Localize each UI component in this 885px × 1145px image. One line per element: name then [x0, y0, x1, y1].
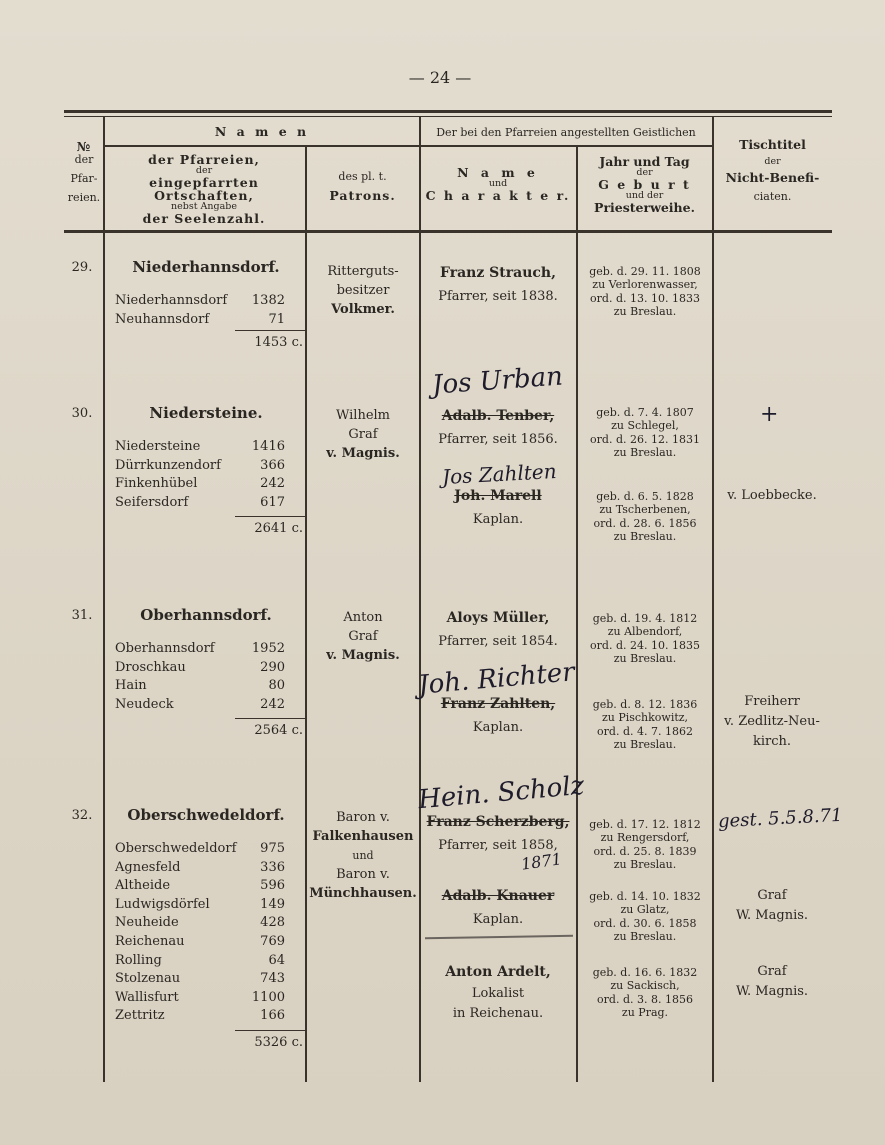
entry-number: 29.: [71, 260, 93, 275]
clergy-entry: Franz Scherzberg, Pfarrer, seit 1858,: [426, 814, 570, 853]
handwritten-annotation: Jos Zahlten: [441, 459, 558, 489]
clergy-entry: Joh. Marell Kaplan.: [454, 488, 542, 527]
header-namen: N a m e n: [214, 124, 310, 139]
list-item: Rolling 64: [115, 952, 285, 968]
birth-ordination: geb. d. 17. 12. 1812 zu Rengersdorf, ord. d. 25. 8. 1839 zu Breslau.: [589, 818, 701, 872]
list-item: Hain 80: [115, 678, 285, 694]
places-list: [115, 640, 305, 714]
entry-number: 32.: [71, 808, 93, 823]
clergy-entry: Adalb. Knauer Kaplan.: [441, 888, 555, 927]
header-jahr-tag: Jahr und Tag der G e b u r t und der Priesterweihe.: [594, 154, 695, 215]
clergy-entry: Franz Zahlten, Kaplan.: [440, 696, 556, 735]
birth-ordination: geb. d. 29. 11. 1808 zu Verlorenwasser, ord. d. 13. 10. 1833 zu Breslau.: [589, 265, 701, 319]
places-list: [115, 292, 305, 329]
list-item: Finkenhübel 242: [115, 476, 285, 492]
header-geistliche: Der bei den Pfarreien angestellten Geistlichen: [436, 126, 696, 139]
header-number: № der Pfar- reien.: [67, 139, 101, 204]
list-item: Neuhannsdorf 71: [115, 311, 285, 327]
list-item: Reichenau 769: [115, 933, 285, 949]
list-item: Droschkau 290: [115, 659, 285, 675]
list-item: Wallisfurt 1100: [115, 989, 285, 1005]
list-item: Neudeck 242: [115, 696, 285, 712]
margin-mark: +: [760, 402, 779, 427]
col-divider-1: [103, 116, 105, 1082]
list-item: Seifersdorf 617: [115, 494, 285, 510]
page-number: — 24 —: [408, 68, 472, 87]
list-item: Neuheide 428: [115, 915, 285, 931]
places-list: [115, 840, 305, 1026]
parish-title: Oberschwedeldorf.: [127, 806, 285, 824]
header-pfarreien: der Pfarreien, der eingepfarrten Ortschaften, nebst Angabe der Seelenzahl.: [142, 152, 266, 226]
patron: Anton Graf v. Magnis.: [326, 610, 400, 663]
list-item: Ludwigsdörfel 149: [115, 896, 285, 912]
top-rule-thin: [64, 116, 832, 117]
clergy-entry: Anton Ardelt, Lokalist in Reichenau.: [445, 964, 551, 1021]
geistliche-underline: [419, 145, 713, 147]
handwritten-annotation: Joh. Richter: [416, 657, 576, 701]
list-item: Niedersteine 1416: [115, 439, 285, 454]
soul-total: 5326 c.: [235, 1030, 305, 1050]
birth-ordination: geb. d. 16. 6. 1832 zu Sackisch, ord. d. 3. 8. 1856 zu Prag.: [592, 966, 698, 1020]
namen-underline: [104, 145, 420, 147]
list-item: Stolzenau 743: [115, 971, 285, 987]
birth-ordination: geb. d. 19. 4. 1812 zu Albendorf, ord. d. 24. 10. 1835 zu Breslau.: [590, 612, 700, 666]
birth-ordination: geb. d. 8. 12. 1836 zu Pischkowitz, ord. d. 4. 7. 1862 zu Breslau.: [592, 698, 698, 752]
top-rule-thick: [64, 110, 832, 113]
birth-ordination: geb. d. 6. 5. 1828 zu Tscherbenen, ord. d. 28. 6. 1856 zu Breslau.: [593, 490, 697, 544]
patron: Ritterguts- besitzer Volkmer.: [327, 264, 399, 317]
tischtitel: Graf W. Magnis.: [735, 888, 809, 923]
handwritten-annotation: Hein. Scholz: [417, 770, 586, 816]
soul-total: 2564 c.: [235, 718, 305, 738]
handwritten-annotation: Jos Urban: [431, 361, 564, 401]
list-item: Altheide 596: [115, 878, 285, 894]
tischtitel: v. Loebbecke.: [727, 488, 817, 503]
list-item: Oberhannsdorf 1952: [115, 641, 285, 656]
parish-title: Niederhannsdorf.: [132, 258, 280, 276]
birth-ordination: geb. d. 7. 4. 1807 zu Schlegel, ord. d. 26. 12. 1831 zu Breslau.: [590, 406, 700, 460]
places-list: [115, 438, 305, 512]
list-item: Agnesfeld 336: [115, 859, 285, 875]
patron: Baron v. Falkenhausen und Baron v. Münchhausen.: [309, 810, 417, 901]
birth-ordination: geb. d. 14. 10. 1832 zu Glatz, ord. d. 30. 6. 1858 zu Breslau.: [589, 890, 701, 944]
list-item: Niederhannsdorf 1382: [115, 293, 285, 308]
list-item: Dürrkunzendorf 366: [115, 457, 285, 473]
header-tischtitel: Tischtitel der Nicht-Benefi- ciaten.: [725, 137, 820, 203]
list-item: Oberschwedeldorf 975: [115, 841, 285, 856]
clergy-entry: Adalb. Tenber, Pfarrer, seit 1856.: [438, 408, 558, 447]
entry-number: 31.: [71, 608, 93, 623]
soul-total: 2641 c.: [235, 516, 305, 536]
clergy-entry: Franz Strauch, Pfarrer, seit 1838.: [438, 265, 558, 304]
header-name-charakter: N a m e und C h a r a k t e r.: [425, 165, 571, 203]
col-divider-3: [419, 116, 421, 1082]
list-item: Zettritz 166: [115, 1008, 285, 1024]
patron: Wilhelm Graf v. Magnis.: [326, 408, 400, 461]
handwritten-tischtitel: gest. 5.5.8.71: [717, 804, 843, 833]
tischtitel: Freiherr v. Zedlitz-Neu- kirch.: [724, 694, 820, 749]
parish-title: Oberhannsdorf.: [140, 606, 272, 624]
pencil-strike-line: [425, 935, 573, 939]
header-bottom-rule: [64, 230, 832, 233]
handwritten-year: 1871: [519, 849, 563, 874]
header-patrons: des pl. t. Patrons.: [329, 170, 396, 203]
clergy-entry: Aloys Müller, Pfarrer, seit 1854.: [438, 610, 558, 649]
soul-total: 1453 c.: [235, 330, 305, 350]
tischtitel: Graf W. Magnis.: [735, 964, 809, 999]
entry-number: 30.: [71, 406, 93, 421]
col-divider-5: [712, 116, 714, 1082]
parish-title: Niedersteine.: [149, 404, 263, 422]
